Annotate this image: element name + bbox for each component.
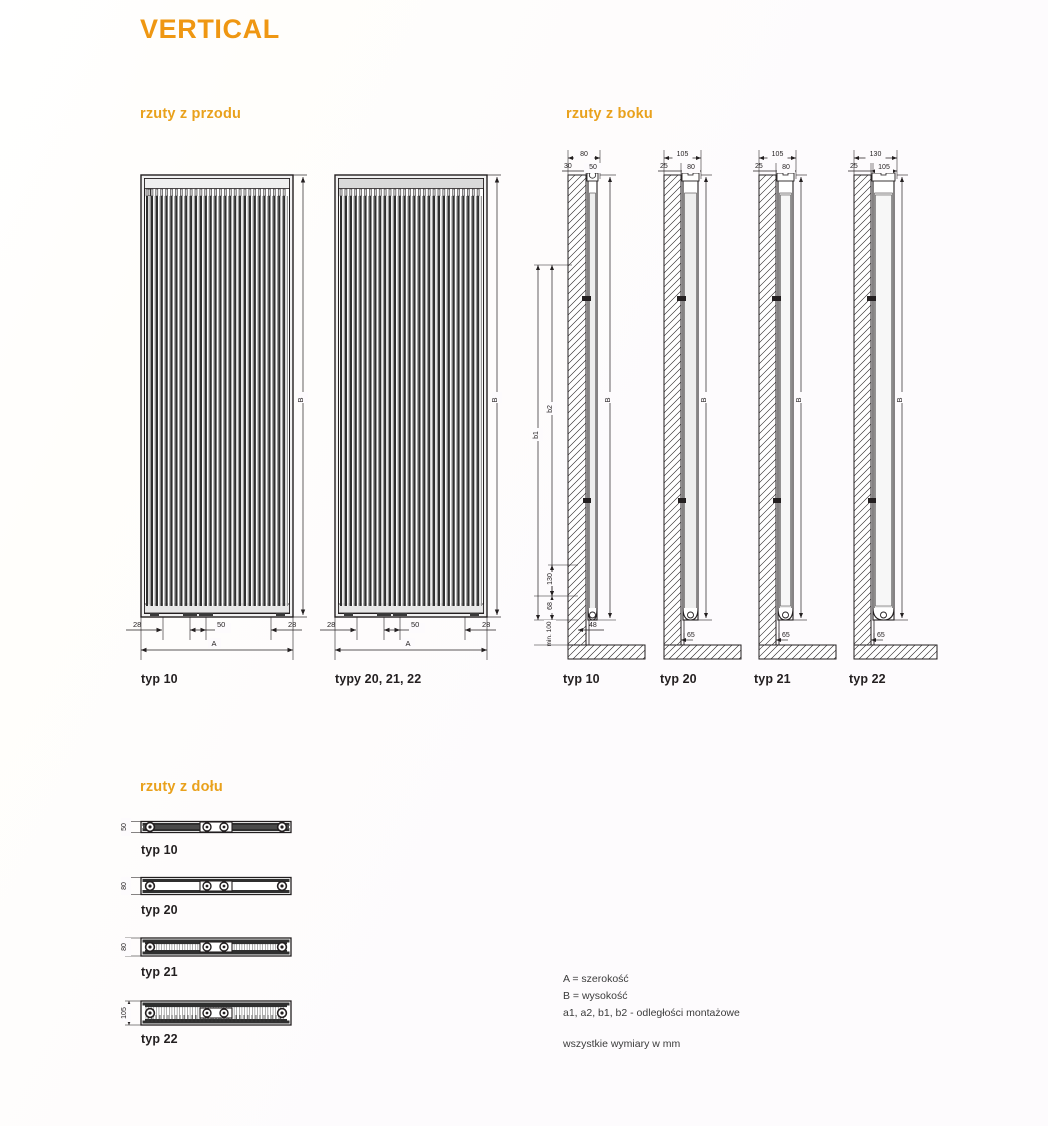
front-dim-A-typ10: A: [211, 639, 217, 648]
side-view-typ-22: [838, 150, 964, 672]
bottom-view-typ-20: [121, 877, 291, 895]
front-caption-typ10: typ 10: [141, 672, 178, 686]
side-dim-B-0: B: [603, 397, 612, 403]
side-dim-inner-1: 80: [687, 164, 695, 171]
section-heading-bottom: rzuty z dołu: [140, 779, 223, 795]
section-heading-front: rzuty z przodu: [140, 106, 242, 122]
side-caption-typ20: typ 20: [660, 672, 697, 686]
bottom-dim-depth-1: 80: [121, 882, 128, 890]
front-dim-A-typ20: A: [405, 639, 411, 648]
front-dim-left-typ10: 28: [133, 620, 142, 629]
bottom-view-typ-22: [121, 1001, 291, 1025]
side-dim-outer-0: 80: [580, 151, 588, 158]
side-dim-floor-2: 65: [782, 632, 790, 639]
bottom-dim-depth-0: 50: [121, 823, 128, 831]
front-dim-B-typ20: B: [490, 397, 499, 403]
side-dim-min100: min. 100: [546, 621, 553, 647]
side-dim-130: 130: [547, 573, 554, 585]
side-dim-outer-1: 105: [676, 151, 689, 158]
side-dim-wall-1: 25: [660, 163, 668, 170]
side-dim-inner-2: 80: [782, 164, 790, 171]
side-caption-typ21: typ 21: [754, 672, 791, 686]
side-dim-68: 68: [547, 602, 554, 610]
front-dim-center-typ20: 50: [411, 620, 420, 629]
front-dim-right-typ20: 28: [482, 620, 491, 629]
bottom-view-typ-10: [121, 818, 291, 836]
bottom-caption-typ22: typ 22: [141, 1032, 178, 1046]
side-view-typ-20: [648, 150, 767, 672]
side-dim-inner-0: 50: [589, 164, 597, 171]
side-view-typ-10: [552, 150, 671, 679]
section-heading-side: rzuty z boku: [566, 106, 653, 122]
side-dim-outer-2: 105: [771, 151, 784, 158]
side-dim-B-1: B: [699, 397, 708, 403]
bottom-view-typ-21: [121, 938, 291, 956]
bottom-caption-typ10: typ 10: [141, 843, 178, 857]
legend-note: wszystkie wymiary w mm: [563, 1038, 681, 1050]
front-dim-left-typ20: 28: [327, 620, 336, 629]
side-view-typ-21: [743, 150, 862, 672]
front-dim-center-typ10: 50: [217, 620, 226, 629]
side-views-group: [552, 150, 964, 679]
side-dim-B-2: B: [794, 397, 803, 403]
side-dim-wall-3: 25: [850, 163, 858, 170]
side-dim-B-3: B: [895, 397, 904, 403]
side-caption-typ10: typ 10: [563, 672, 600, 686]
side-dim-wall-2: 25: [755, 163, 763, 170]
legend-line-2: B = wysokość: [563, 990, 628, 1002]
side-dim-inner-3: 105: [878, 164, 890, 171]
front-fins-typ10: [146, 189, 288, 606]
page-title: VERTICAL: [140, 14, 280, 44]
side-dim-wall-0: 30: [564, 163, 572, 170]
bottom-caption-typ21: typ 21: [141, 965, 178, 979]
bottom-dim-depth-2: 80: [121, 943, 128, 951]
front-dim-right-typ10: 28: [288, 620, 297, 629]
side-caption-typ22: typ 22: [849, 672, 886, 686]
front-caption-typ202122: typy 20, 21, 22: [335, 672, 422, 686]
bottom-caption-typ20: typ 20: [141, 903, 178, 917]
side-dim-floor-3: 65: [877, 632, 885, 639]
legend-line-3: a1, a2, b1, b2 - odległości montażowe: [563, 1007, 740, 1019]
front-fins-typ20: [340, 189, 482, 606]
front-dim-B-typ10: B: [296, 397, 305, 403]
side-dim-b2: b2: [547, 405, 554, 413]
side-dim-b1: b1: [533, 431, 540, 439]
legend-line-1: A = szerokość: [563, 973, 629, 985]
side-dim-floor-1: 65: [687, 632, 695, 639]
side-dim-48: 48: [589, 622, 597, 629]
bottom-dim-depth-3: 105: [121, 1007, 128, 1019]
side-dim-outer-3: 130: [869, 151, 882, 158]
